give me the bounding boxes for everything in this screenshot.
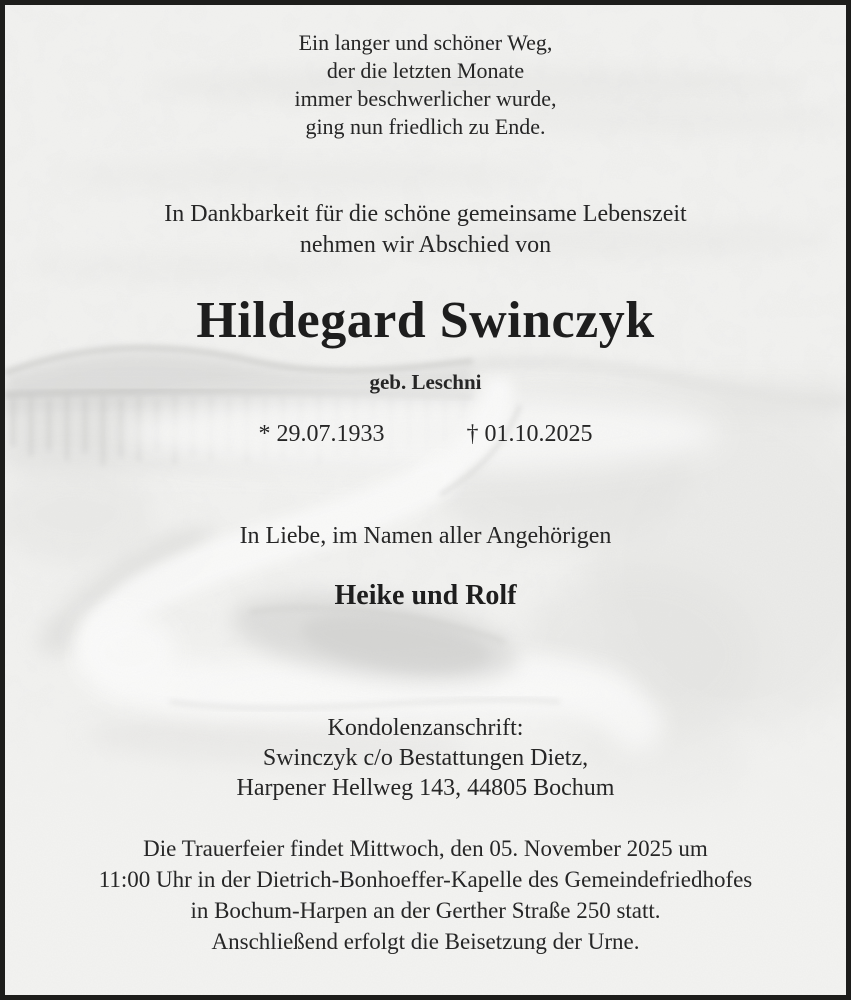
mourners-names: Heike und Rolf: [334, 580, 517, 611]
funeral-line: Anschließend erfolgt die Beisetzung der Urne.: [211, 929, 640, 954]
intro-line: In Dankbarkeit für die schöne gemeinsame Lebenszeit: [164, 201, 687, 227]
opening-verse: [5, 5, 846, 141]
funeral-line: in Bochum-Harpen an der Gerther Straße 250 statt.: [190, 898, 661, 923]
deceased-name: Hildegard Swinczyk: [196, 292, 655, 349]
funeral-line: Die Trauerfeier findet Mittwoch, den 05. November 2025 um: [143, 836, 708, 861]
funeral-details: [5, 833, 846, 957]
intro-line: nehmen wir Abschied von: [299, 232, 552, 258]
birth-date: * 29.07.1933: [258, 421, 385, 447]
condolence-line: Swinczyk c/o Bestattungen Dietz,: [262, 745, 589, 771]
maiden-name: geb. Leschni: [369, 370, 482, 394]
condolence-address: [5, 713, 846, 803]
verse-line: immer beschwerlicher wurde,: [294, 86, 557, 111]
condolence-line: Harpener Hellweg 143, 44805 Bochum: [236, 775, 615, 801]
farewell-line: In Liebe, im Namen aller Angehörigen: [239, 523, 612, 549]
life-dates: [5, 419, 846, 449]
intro-text: [5, 199, 846, 261]
verse-line: der die letzten Monate: [326, 58, 525, 83]
notice-content: [5, 5, 846, 957]
death-date: † 01.10.2025: [466, 421, 593, 447]
verse-line: ging nun friedlich zu Ende.: [305, 114, 546, 139]
condolence-heading: Kondolenzanschrift:: [327, 715, 524, 741]
funeral-line: 11:00 Uhr in der Dietrich-Bonhoeffer-Kapelle des Gemeindefriedhofes: [98, 867, 753, 892]
verse-line: Ein langer und schöner Weg,: [298, 30, 553, 55]
